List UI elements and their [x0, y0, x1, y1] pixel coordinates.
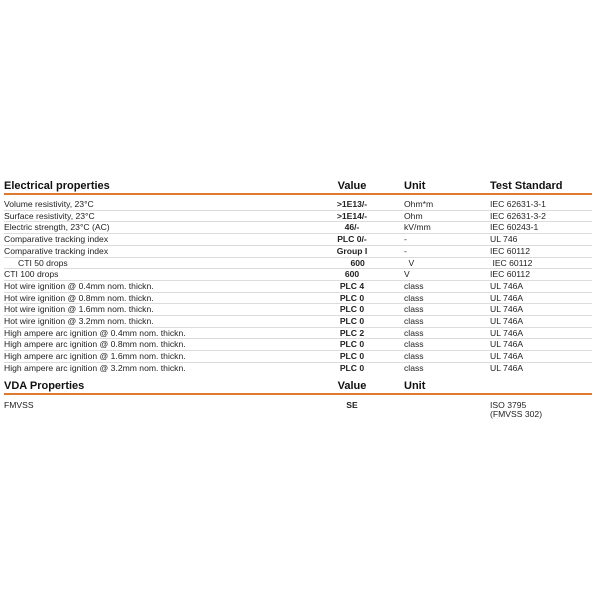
property-unit: class [404, 304, 424, 315]
header-value: Value [337, 379, 367, 392]
property-name: CTI 100 drops [4, 270, 59, 280]
property-value: PLC 0/- [337, 234, 367, 245]
electrical-rows [4, 199, 592, 374]
property-value: >1E14/- [336, 210, 368, 221]
property-value: 600 [350, 257, 365, 268]
property-standard: IEC 62631-3-2 [490, 210, 546, 221]
standard-line-1: ISO 3795 [490, 399, 527, 410]
property-value: PLC 0 [339, 316, 365, 327]
header-test-standard: Test Standard [490, 180, 563, 192]
property-unit: class [404, 339, 424, 350]
property-value: PLC 2 [339, 327, 365, 338]
property-standard: IEC 60243-1 [490, 222, 539, 233]
property-unit: class [404, 327, 424, 338]
property-standard: UL 746A [490, 339, 524, 350]
property-unit: V [408, 257, 415, 268]
property-unit: class [404, 280, 424, 291]
electrical-properties-section [4, 178, 592, 374]
table-row [4, 363, 592, 374]
property-name: Electric strength, 23°C (AC) [4, 223, 110, 233]
property-name: Hot wire ignition @ 3.2mm nom. thickn. [4, 317, 154, 327]
property-standard: IEC 60112 [490, 269, 530, 280]
property-value: PLC 0 [339, 362, 365, 373]
property-value: PLC 4 [339, 280, 365, 291]
property-standard: UL 746A [490, 362, 524, 373]
property-unit: kV/mm [404, 222, 431, 233]
property-value: 600 [344, 269, 360, 280]
standard-line-2: (FMVSS 302) [490, 409, 543, 420]
property-unit: class [404, 292, 424, 303]
property-standard [490, 401, 592, 420]
table-row [4, 399, 592, 420]
property-unit: - [404, 245, 407, 256]
property-name: Hot wire ignition @ 0.4mm nom. thickn. [4, 281, 154, 291]
property-standard: IEC 62631-3-1 [490, 199, 546, 209]
property-value: >1E13/- [336, 199, 368, 209]
property-name: High ampere arc ignition @ 1.6mm nom. thickn. [4, 352, 186, 362]
property-standard: IEC 60112 [490, 245, 530, 256]
table-row [4, 328, 592, 340]
property-value: SE [346, 399, 358, 410]
property-unit: Ohm [404, 210, 423, 221]
header-value: Value [337, 180, 367, 192]
table-row [4, 351, 592, 363]
table-row [4, 293, 592, 305]
vda-properties-section [4, 378, 592, 420]
property-standard: UL 746A [490, 327, 524, 338]
table-row [4, 234, 592, 246]
property-unit: - [404, 234, 407, 245]
property-name: Hot wire ignition @ 0.8mm nom. thickn. [4, 293, 154, 303]
property-standard: UL 746A [490, 351, 524, 362]
table-row [4, 258, 592, 270]
properties-sheet [4, 178, 592, 420]
table-row [4, 304, 592, 316]
property-value: 46/- [344, 222, 360, 233]
property-name: Comparative tracking index [4, 246, 109, 256]
property-unit: class [404, 351, 424, 362]
property-value: PLC 0 [339, 339, 365, 350]
property-name: Volume resistivity, 23°C [4, 200, 94, 209]
header-property: Electrical properties [4, 180, 110, 192]
property-name: CTI 50 drops [18, 258, 68, 268]
header-property: VDA Properties [4, 379, 85, 392]
property-name: FMVSS [4, 400, 34, 410]
header-unit: Unit [404, 180, 426, 192]
table-row [4, 199, 592, 211]
property-standard: IEC 60112 [492, 257, 533, 268]
vda-header-row [4, 378, 592, 392]
property-name: Comparative tracking index [4, 235, 109, 245]
property-name: High ampere arc ignition @ 3.2mm nom. thickn. [4, 363, 186, 373]
electrical-header-row [4, 178, 592, 192]
property-unit: class [404, 362, 424, 373]
property-standard: UL 746 [490, 234, 518, 245]
property-standard: UL 746A [490, 316, 524, 327]
table-row [4, 211, 592, 223]
property-standard: UL 746A [490, 304, 524, 315]
header-divider [4, 193, 592, 195]
table-row [4, 339, 592, 351]
table-row [4, 246, 592, 258]
table-row [4, 281, 592, 293]
property-name: High ampere arc ignition @ 0.4mm nom. thickn. [4, 328, 186, 338]
property-value: Group I [336, 245, 368, 256]
property-standard: UL 746A [490, 292, 524, 303]
table-row [4, 316, 592, 328]
property-name: Hot wire ignition @ 1.6mm nom. thickn. [4, 305, 154, 315]
property-value: PLC 0 [339, 304, 365, 315]
property-unit: class [404, 316, 424, 327]
property-unit: V [404, 269, 410, 280]
property-value: PLC 0 [339, 292, 365, 303]
header-divider [4, 393, 592, 395]
header-unit: Unit [404, 379, 426, 392]
table-row [4, 269, 592, 281]
property-unit: Ohm*m [404, 199, 434, 209]
property-standard: UL 746A [490, 280, 524, 291]
property-name: High ampere arc ignition @ 0.8mm nom. thickn. [4, 340, 186, 350]
property-name: Surface resistivity, 23°C [4, 211, 95, 221]
table-row [4, 222, 592, 234]
property-value: PLC 0 [339, 351, 365, 362]
